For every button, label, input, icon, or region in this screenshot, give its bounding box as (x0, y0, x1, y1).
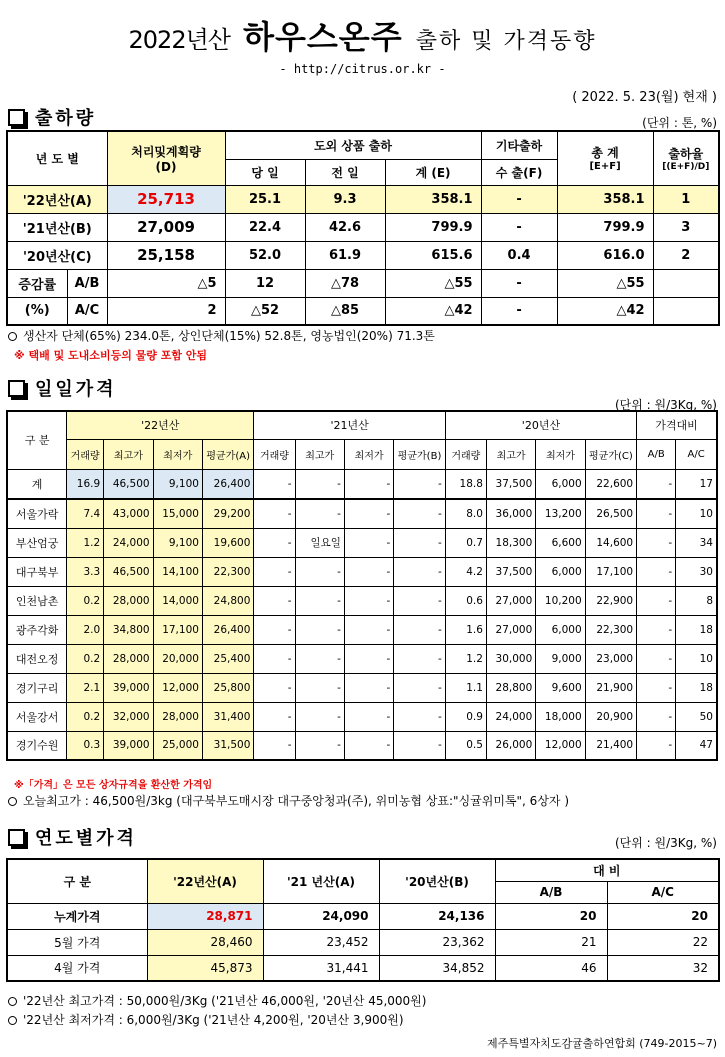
price-cell: 31,400 (202, 702, 253, 731)
header-total: 총 계 [E+F] (557, 131, 653, 185)
price-cell: - (344, 644, 393, 673)
header-prev: 전 일 (305, 159, 385, 185)
price-cell: - (394, 586, 445, 615)
price-cell: 9,100 (153, 528, 202, 557)
price-cell: 2.0 (67, 615, 104, 644)
price-cell: 18,300 (486, 528, 535, 557)
checkbox-square-icon (8, 109, 25, 126)
price-cell: 22,600 (585, 469, 636, 499)
price-cell: 17,100 (153, 615, 202, 644)
header-today: 당 일 (225, 159, 305, 185)
market-name: 서울가락 (7, 499, 67, 528)
price-cell: - (295, 557, 344, 586)
price-cell: - (394, 615, 445, 644)
price-cell: - (394, 731, 445, 760)
subheader-cell: 거래량 (67, 439, 104, 469)
subheader-cell: 평균가(B) (394, 439, 445, 469)
price-cell: 19,600 (202, 528, 253, 557)
price-cell: - (344, 586, 393, 615)
title-year: 2022년산 (128, 26, 230, 54)
header-y22: '22년산 (67, 411, 254, 439)
daily-unit: (단위 : 원/3Kg, %) (614, 398, 717, 412)
checkbox-square-icon (8, 380, 25, 397)
daily-price-table (6, 410, 718, 761)
price-cell: - (637, 731, 676, 760)
price-cell: 22,300 (202, 557, 253, 586)
header-export: 수 출(F) (481, 159, 557, 185)
price-cell: - (344, 702, 393, 731)
price-cell: 9,000 (536, 644, 585, 673)
price-cell: - (394, 499, 445, 528)
header-div: 구 분 (7, 859, 147, 903)
price-cell: 1.2 (67, 528, 104, 557)
price-cell: 37,500 (486, 469, 535, 499)
price-cell: - (637, 644, 676, 673)
price-cell: - (295, 499, 344, 528)
subheader-cell: 최저가 (153, 439, 202, 469)
price-cell: 18 (676, 615, 717, 644)
header-y20: '20년산 (445, 411, 636, 439)
section-shipment-heading: 출하량 (8, 106, 96, 128)
price-cell: 34,800 (104, 615, 153, 644)
subheader-cell: 최저가 (344, 439, 393, 469)
price-cell: 6,600 (536, 528, 585, 557)
price-cell: 26,000 (486, 731, 535, 760)
price-cell: - (295, 702, 344, 731)
price-cell: 28,000 (153, 702, 202, 731)
price-cell: - (637, 586, 676, 615)
subheader-row (7, 439, 717, 469)
price-cell: 29,200 (202, 499, 253, 528)
section-daily-heading: 일일가격 (8, 377, 117, 399)
price-cell: 0.5 (445, 731, 486, 760)
price-cell: - (394, 469, 445, 499)
price-cell: 1.6 (445, 615, 486, 644)
price-cell: - (637, 469, 676, 499)
price-cell: 20,900 (585, 702, 636, 731)
price-cell: - (295, 673, 344, 702)
price-cell: 30,000 (486, 644, 535, 673)
price-cell: 0.2 (67, 644, 104, 673)
market-name: 경기구리 (7, 673, 67, 702)
price-cell: - (295, 731, 344, 760)
top-price-note: 오늘최고가 : 46,500원/3kg (대구북부도매시장 대구중앙청과(주), 위미농협 상표:"싱귤위미톡", 6상자 ) (8, 792, 569, 809)
price-cell: - (637, 615, 676, 644)
price-cell: 0.6 (445, 586, 486, 615)
checkbox-square-icon (8, 829, 25, 846)
price-cell: 28,800 (486, 673, 535, 702)
subheader-cell: 최고가 (295, 439, 344, 469)
price-cell: 8.0 (445, 499, 486, 528)
price-cell: 30 (676, 557, 717, 586)
price-cell: 28,000 (104, 644, 153, 673)
header-div: 구 분 (7, 411, 67, 469)
header-ab: A/B (495, 881, 607, 903)
price-cell: 10 (676, 499, 717, 528)
price-cell: 12,000 (153, 673, 202, 702)
price-cell: - (394, 644, 445, 673)
yearly-unit: (단위 : 원/3Kg, %) (614, 836, 717, 850)
price-cell: 2.1 (67, 673, 104, 702)
table-row (7, 499, 717, 528)
price-cell: 43,000 (104, 499, 153, 528)
price-cell: 0.2 (67, 586, 104, 615)
subheader-cell: 평균가(A) (202, 439, 253, 469)
market-name: 대전오정 (7, 644, 67, 673)
table-row (7, 557, 717, 586)
market-name: 부산엄궁 (7, 528, 67, 557)
table-row: '21년산(B) 27,009 22.4 42.6 799.9 - 799.9 3 (7, 213, 719, 241)
price-cell: 36,000 (486, 499, 535, 528)
header-cmp: 가격대비 (637, 411, 717, 439)
price-cell: 28,000 (104, 586, 153, 615)
delivery-note: ※ 택배 및 도내소비등의 물량 포함 안됨 (14, 349, 208, 362)
price-cell: - (637, 528, 676, 557)
subheader-cell: 거래량 (254, 439, 295, 469)
header-ratio: 출하율 [(E+F)/D] (653, 131, 719, 185)
header-y22: '22년산(A) (147, 859, 263, 903)
price-cell: 6,000 (536, 557, 585, 586)
price-cell: 47 (676, 731, 717, 760)
table-row (7, 644, 717, 673)
price-cell: - (295, 644, 344, 673)
price-cell: 39,000 (104, 673, 153, 702)
price-cell: 26,500 (585, 499, 636, 528)
price-cell: 27,000 (486, 586, 535, 615)
price-cell: 25,800 (202, 673, 253, 702)
producer-note: 생산자 단체(65%) 234.0톤, 상인단체(15%) 52.8톤, 영농법인(20%) 71.3톤 (8, 327, 435, 344)
price-cell: 14,100 (153, 557, 202, 586)
header-year: 년 도 별 (7, 131, 107, 185)
site-url[interactable]: - http://citrus.or.kr - (279, 62, 446, 76)
price-cell: 14,000 (153, 586, 202, 615)
price-cell: - (254, 673, 295, 702)
max-price-note: '22년산 최고가격 : 50,000원/3Kg ('21년산 46,000원, '20년산 45,000원) (8, 992, 426, 1009)
price-cell: - (295, 586, 344, 615)
price-cell: 6,000 (536, 615, 585, 644)
price-cell: 17,100 (585, 557, 636, 586)
title-subject: 출하 및 가격동향 (415, 29, 597, 54)
circle-bullet-icon (8, 332, 17, 341)
price-cell: 0.2 (67, 702, 104, 731)
subheader-cell: 최저가 (536, 439, 585, 469)
price-cell: - (637, 557, 676, 586)
market-name: 인천남촌 (7, 586, 67, 615)
price-cell: - (344, 615, 393, 644)
section-yearly-heading: 연도별가격 (8, 826, 137, 848)
price-cell: 26,400 (202, 615, 253, 644)
table-row (7, 469, 717, 499)
price-cell: 0.7 (445, 528, 486, 557)
price-cell: - (254, 586, 295, 615)
market-name: 계 (7, 469, 67, 499)
table-row (7, 528, 717, 557)
price-cell: - (254, 557, 295, 586)
table-row: '20년산(C) 25,158 52.0 61.9 615.6 0.4 616.0 2 (7, 241, 719, 269)
table-row: 누계가격 28,871 24,090 24,136 20 20 (7, 903, 719, 929)
table-row: 증감률 A/B △5 12 △78 △55 - △55 (7, 269, 719, 297)
price-cell: 32,000 (104, 702, 153, 731)
price-cell: 13,200 (536, 499, 585, 528)
price-cell: - (394, 557, 445, 586)
price-cell: 0.3 (67, 731, 104, 760)
table-row: 4월 가격 45,873 31,441 34,852 46 32 (7, 955, 719, 981)
price-cell: - (254, 731, 295, 760)
price-cell: 일요일 (295, 528, 344, 557)
price-cell: - (394, 702, 445, 731)
price-cell: 6,000 (536, 469, 585, 499)
price-cell: - (344, 731, 393, 760)
price-note: ※「가격」은 모든 상자규격을 환산한 가격임 (14, 780, 213, 791)
price-cell: 18 (676, 673, 717, 702)
price-cell: - (254, 528, 295, 557)
price-cell: 3.3 (67, 557, 104, 586)
circle-bullet-icon (8, 797, 17, 806)
price-cell: 37,500 (486, 557, 535, 586)
price-cell: 23,000 (585, 644, 636, 673)
price-cell: 1.1 (445, 673, 486, 702)
price-cell: 14,600 (585, 528, 636, 557)
subheader-cell: 평균가(C) (585, 439, 636, 469)
subheader-cell: 거래량 (445, 439, 486, 469)
price-cell: 21,900 (585, 673, 636, 702)
price-cell: 17 (676, 469, 717, 499)
price-cell: 9,100 (153, 469, 202, 499)
price-cell: 22,900 (585, 586, 636, 615)
table-row (7, 586, 717, 615)
header-cmp: 대 비 (495, 859, 719, 881)
price-cell: 10 (676, 644, 717, 673)
price-cell: 20,000 (153, 644, 202, 673)
price-cell: 27,000 (486, 615, 535, 644)
price-cell: 16.9 (67, 469, 104, 499)
price-cell: 15,000 (153, 499, 202, 528)
price-cell: 46,500 (104, 557, 153, 586)
market-name: 대구북부 (7, 557, 67, 586)
price-cell: - (254, 702, 295, 731)
price-cell: 12,000 (536, 731, 585, 760)
price-cell: - (295, 615, 344, 644)
subheader-cell: A/B (637, 439, 676, 469)
header-other: 기타출하 (481, 131, 557, 159)
price-cell: - (254, 644, 295, 673)
header-ac: A/C (607, 881, 719, 903)
price-cell: 4.2 (445, 557, 486, 586)
price-cell: 18,000 (536, 702, 585, 731)
price-cell: 18.8 (445, 469, 486, 499)
price-cell: 10,200 (536, 586, 585, 615)
shipment-table (6, 130, 720, 326)
price-cell: - (254, 499, 295, 528)
header-plan: 처리및계획량 (D) (107, 131, 225, 185)
price-cell: 22,300 (585, 615, 636, 644)
price-cell: 25,000 (153, 731, 202, 760)
price-cell: 21,400 (585, 731, 636, 760)
price-cell: - (344, 469, 393, 499)
price-cell: 24,000 (104, 528, 153, 557)
price-cell: - (344, 673, 393, 702)
price-cell: 46,500 (104, 469, 153, 499)
price-cell: 1.2 (445, 644, 486, 673)
price-cell: 31,500 (202, 731, 253, 760)
price-cell: - (254, 469, 295, 499)
price-cell: - (344, 499, 393, 528)
price-cell: 39,000 (104, 731, 153, 760)
circle-bullet-icon (8, 1016, 17, 1025)
price-cell: - (254, 615, 295, 644)
price-cell: - (637, 499, 676, 528)
table-row: (%) A/C 2 △52 △85 △42 - △42 (7, 297, 719, 325)
table-row (7, 673, 717, 702)
price-cell: - (344, 528, 393, 557)
price-cell: - (637, 673, 676, 702)
price-cell: 8 (676, 586, 717, 615)
table-row (7, 731, 717, 760)
page-title (0, 12, 725, 58)
header-y21: '21년산 (254, 411, 445, 439)
header-outside: 도외 상품 출하 (225, 131, 481, 159)
circle-bullet-icon (8, 997, 17, 1006)
price-cell: - (637, 702, 676, 731)
header-sum: 계 (E) (385, 159, 481, 185)
price-cell: 50 (676, 702, 717, 731)
subheader-cell: 최고가 (486, 439, 535, 469)
table-row (7, 702, 717, 731)
price-cell: - (344, 557, 393, 586)
price-cell: 34 (676, 528, 717, 557)
header-y20: '20년산(B) (379, 859, 495, 903)
price-cell: 24,800 (202, 586, 253, 615)
price-cell: 26,400 (202, 469, 253, 499)
market-name: 경기수원 (7, 731, 67, 760)
price-cell: 25,400 (202, 644, 253, 673)
subheader-cell: A/C (676, 439, 717, 469)
price-cell: 0.9 (445, 702, 486, 731)
as-of-date: ( 2022. 5. 23(월) 현재 ) (572, 90, 717, 105)
market-name: 서울강서 (7, 702, 67, 731)
header-y21: '21 년산(A) (263, 859, 379, 903)
min-price-note: '22년산 최저가격 : 6,000원/3Kg ('21년산 4,200원, '20년산 3,900원) (8, 1011, 404, 1028)
price-cell: - (394, 528, 445, 557)
table-row (7, 615, 717, 644)
price-cell: 24,000 (486, 702, 535, 731)
price-cell: - (295, 469, 344, 499)
table-row: 5월 가격 28,460 23,452 23,362 21 22 (7, 929, 719, 955)
title-product: 하우스온주 (243, 18, 403, 56)
price-cell: - (394, 673, 445, 702)
footer-org: 제주특별자치도감귤출하연합회 (749-2015~7) (486, 1037, 717, 1050)
market-name: 광주각화 (7, 615, 67, 644)
price-cell: 9,600 (536, 673, 585, 702)
table-row: '22년산(A) 25,713 25.1 9.3 358.1 - 358.1 1 (7, 185, 719, 213)
yearly-price-table (6, 858, 720, 982)
subheader-cell: 최고가 (104, 439, 153, 469)
shipment-unit: (단위 : 톤, %) (642, 116, 717, 130)
price-cell: 7.4 (67, 499, 104, 528)
